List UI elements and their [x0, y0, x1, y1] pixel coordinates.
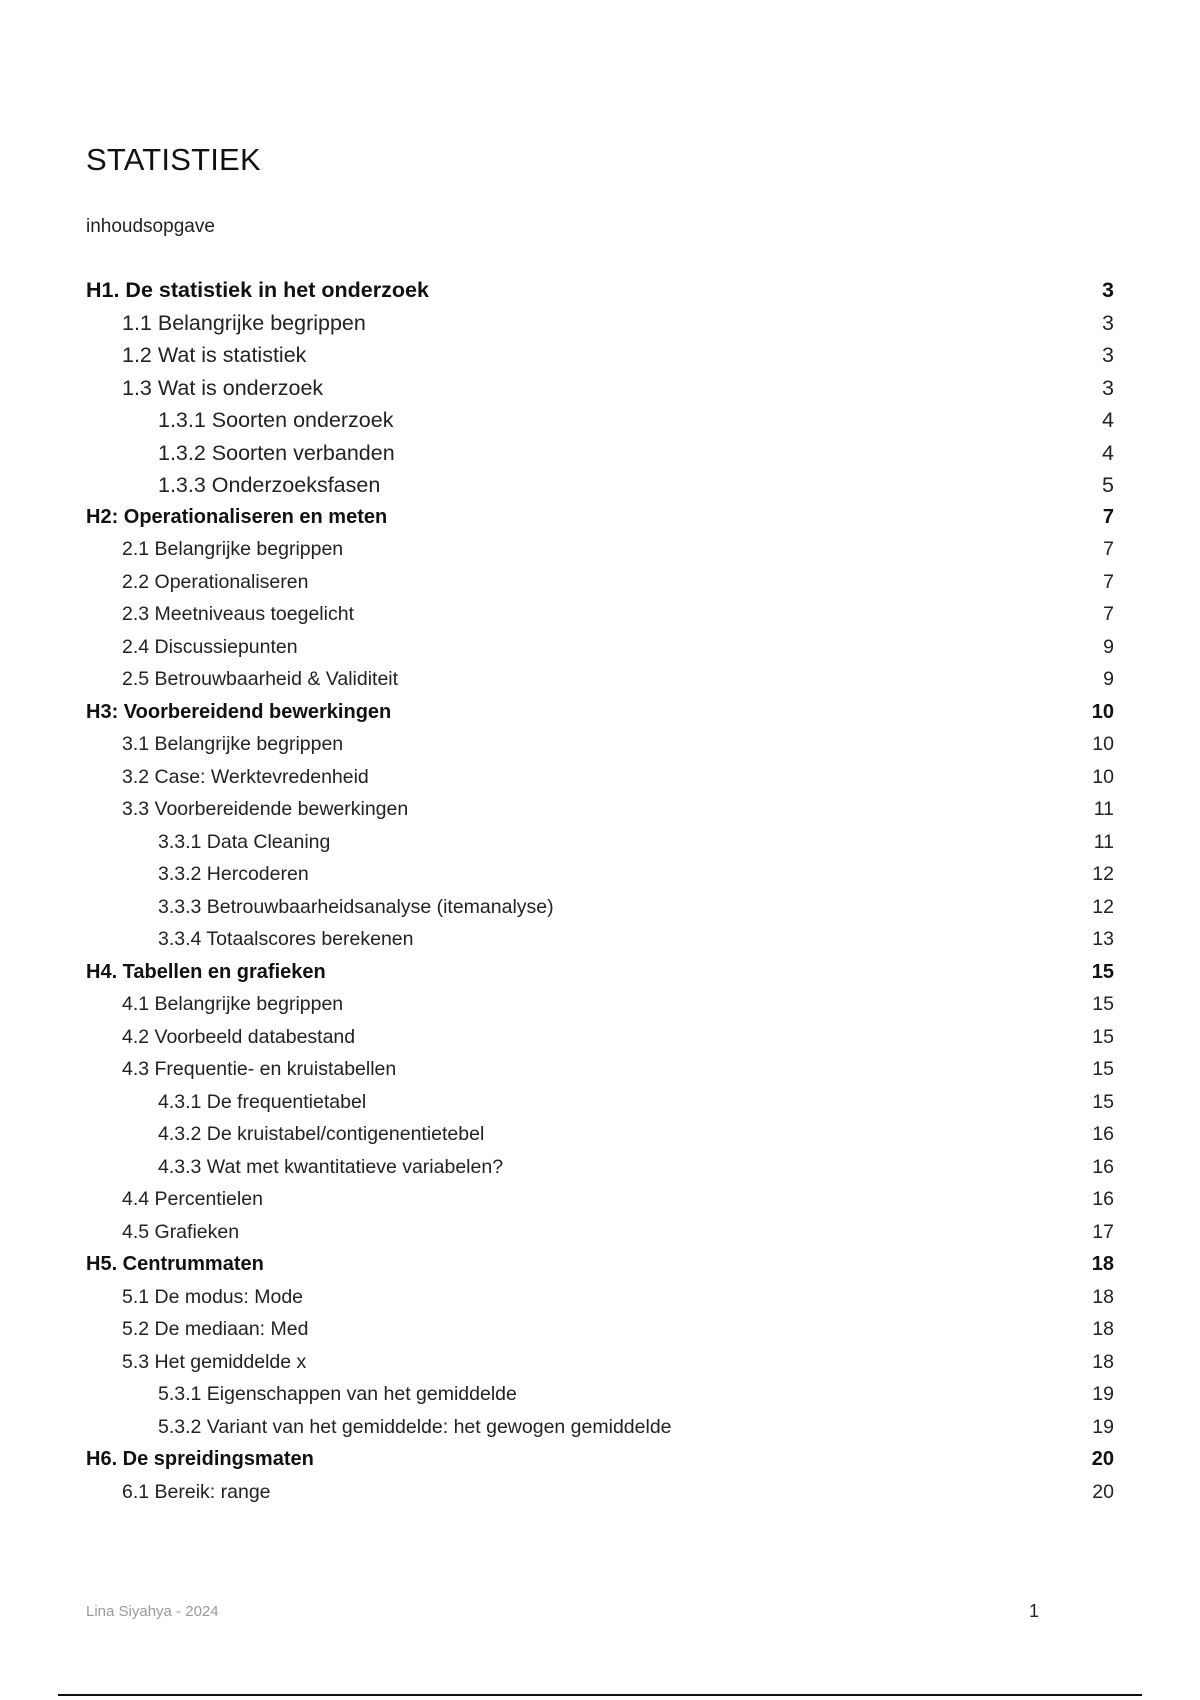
toc-entry[interactable] — [86, 766, 1114, 799]
toc-entry[interactable] — [86, 1188, 1114, 1221]
toc-entry[interactable] — [86, 896, 1114, 929]
toc-entry[interactable] — [86, 1026, 1114, 1059]
toc-entry-page-number: 15 — [1092, 1025, 1114, 1048]
toc-entry-label: H2: Operationaliseren en meten — [86, 505, 388, 528]
toc-entry-label: 4.3.3 Wat met kwantitatieve variabelen? — [158, 1155, 504, 1178]
toc-entry[interactable] — [86, 311, 1114, 344]
toc-entry-page-number: 15 — [1092, 1090, 1114, 1113]
toc-entry-label: 4.5 Grafieken — [122, 1220, 240, 1243]
toc-entry-page-number: 15 — [1092, 1058, 1114, 1080]
toc-entry[interactable] — [86, 863, 1114, 896]
toc-entry[interactable] — [86, 1318, 1114, 1351]
toc-entry[interactable] — [86, 668, 1114, 701]
toc-entry[interactable] — [86, 1286, 1114, 1319]
toc-entry-page-number: 3 — [1102, 278, 1114, 302]
toc-entry[interactable] — [86, 1221, 1114, 1254]
toc-entry-label: 5.3.2 Variant van het gemiddelde: het gewogen gemiddelde — [158, 1415, 672, 1438]
toc-entry-page-number: 3 — [1102, 310, 1114, 335]
toc-entry-page-number: 16 — [1092, 1155, 1114, 1178]
toc-entry[interactable] — [86, 1091, 1114, 1124]
toc-entry-label: 3.3.1 Data Cleaning — [158, 830, 331, 853]
document-subtitle: inhoudsopgave — [86, 216, 215, 237]
toc-entry-label: 3.3.2 Hercoderen — [158, 863, 309, 885]
toc-entry-page-number: 3 — [1102, 375, 1114, 400]
toc-entry-page-number: 19 — [1092, 1383, 1114, 1405]
toc-entry[interactable] — [86, 1058, 1114, 1091]
toc-entry-page-number: 10 — [1092, 765, 1114, 788]
toc-entry[interactable] — [86, 603, 1114, 636]
toc-entry-label: 2.4 Discussiepunten — [122, 635, 298, 658]
toc-entry-label: 4.3.2 De kruistabel/contigenentietebel — [158, 1123, 485, 1145]
toc-entry-label: 3.3 Voorbereidende bewerkingen — [122, 798, 409, 820]
toc-entry-label: 3.1 Belangrijke begrippen — [122, 733, 344, 755]
toc-entry-page-number: 9 — [1103, 635, 1114, 658]
toc-entry-page-number: 18 — [1092, 1318, 1114, 1340]
footer-page-number: 1 — [1029, 1601, 1040, 1621]
toc-entry-label: 4.3 Frequentie- en kruistabellen — [122, 1058, 397, 1080]
toc-entry-label: H5. Centrummaten — [86, 1253, 264, 1275]
toc-entry-page-number: 9 — [1103, 668, 1114, 690]
toc-entry-page-number: 3 — [1102, 343, 1114, 367]
toc-entry-page-number: 18 — [1091, 1253, 1114, 1275]
toc-entry-label: 5.3.1 Eigenschappen van het gemiddelde — [158, 1383, 517, 1405]
toc-entry-label: H1. De statistiek in het onderzoek — [86, 278, 429, 302]
footer-author: Lina Siyahya - 2024 — [86, 1603, 219, 1620]
toc-entry-label: H4. Tabellen en grafieken — [86, 960, 326, 983]
toc-entry-page-number: 15 — [1092, 993, 1114, 1015]
toc-entry[interactable] — [86, 506, 1114, 539]
toc-entry[interactable] — [86, 1383, 1114, 1416]
toc-entry-page-number: 7 — [1103, 603, 1114, 625]
toc-entry[interactable] — [86, 701, 1114, 734]
toc-entry-page-number: 18 — [1092, 1285, 1114, 1308]
toc-entry-page-number: 15 — [1091, 960, 1114, 983]
toc-entry-label: 1.2 Wat is statistiek — [122, 343, 307, 367]
toc-entry-label: 5.1 De modus: Mode — [122, 1285, 304, 1308]
toc-entry[interactable] — [86, 636, 1114, 669]
toc-entry-label: 2.2 Operationaliseren — [122, 570, 309, 593]
footer-divider — [58, 1694, 1142, 1696]
toc-entry[interactable] — [86, 961, 1114, 994]
toc-entry-page-number: 5 — [1102, 473, 1114, 497]
toc-entry-label: H3: Voorbereidend bewerkingen — [86, 700, 392, 723]
toc-entry[interactable] — [86, 831, 1114, 864]
toc-entry[interactable] — [86, 1156, 1114, 1189]
toc-entry-label: 1.1 Belangrijke begrippen — [122, 310, 366, 335]
toc-entry-label: 1.3 Wat is onderzoek — [122, 375, 324, 400]
toc-entry-label: 1.3.2 Soorten verbanden — [158, 440, 395, 465]
toc-entry[interactable] — [86, 1253, 1114, 1286]
toc-entry-page-number: 11 — [1093, 830, 1114, 853]
toc-entry[interactable] — [86, 343, 1114, 376]
toc-entry-page-number: 19 — [1092, 1415, 1114, 1438]
toc-entry-page-number: 7 — [1102, 505, 1114, 528]
toc-entry-label: H6. De spreidingsmaten — [86, 1448, 314, 1470]
toc-entry[interactable] — [86, 473, 1114, 506]
toc-entry[interactable] — [86, 1448, 1114, 1481]
toc-entry-label: 4.2 Voorbeeld databestand — [122, 1025, 356, 1048]
toc-entry[interactable] — [86, 733, 1114, 766]
toc-entry-page-number: 10 — [1091, 700, 1114, 723]
toc-entry-label: 2.5 Betrouwbaarheid & Validiteit — [122, 668, 399, 690]
toc-entry-label: 4.3.1 De frequentietabel — [158, 1090, 367, 1113]
toc-entry[interactable] — [86, 441, 1114, 474]
toc-entry-label: 6.1 Bereik: range — [122, 1480, 271, 1503]
toc-entry-label: 3.3.4 Totaalscores berekenen — [158, 928, 414, 950]
toc-entry[interactable] — [86, 538, 1114, 571]
toc-entry[interactable] — [86, 1416, 1114, 1449]
toc-entry-page-number: 20 — [1091, 1448, 1114, 1470]
toc-entry-page-number: 10 — [1092, 733, 1114, 755]
toc-entry-label: 3.3.3 Betrouwbaarheidsanalyse (itemanalyse) — [158, 895, 554, 918]
toc-entry[interactable] — [86, 1481, 1114, 1514]
toc-entry-page-number: 16 — [1092, 1188, 1114, 1210]
toc-entry-label: 4.4 Percentielen — [122, 1188, 263, 1210]
toc-entry-label: 4.1 Belangrijke begrippen — [122, 993, 344, 1015]
toc-entry-page-number: 20 — [1092, 1480, 1114, 1503]
toc-entry[interactable] — [86, 408, 1114, 441]
toc-entry[interactable] — [86, 1351, 1114, 1384]
toc-entry-page-number: 18 — [1092, 1350, 1114, 1373]
toc-entry-label: 1.3.1 Soorten onderzoek — [158, 408, 394, 432]
toc-entry-label: 1.3.3 Onderzoeksfasen — [158, 473, 381, 497]
toc-entry-page-number: 4 — [1102, 440, 1114, 465]
toc-entry-label: 2.1 Belangrijke begrippen — [122, 538, 344, 560]
toc-entry[interactable] — [86, 798, 1114, 831]
toc-entry[interactable] — [86, 993, 1114, 1026]
table-of-contents — [86, 278, 1114, 1513]
toc-entry-page-number: 16 — [1092, 1123, 1114, 1145]
toc-entry[interactable] — [86, 571, 1114, 604]
toc-entry-page-number: 17 — [1092, 1220, 1114, 1243]
toc-entry-page-number: 7 — [1103, 570, 1114, 593]
toc-entry-label: 5.2 De mediaan: Med — [122, 1318, 309, 1340]
toc-entry[interactable] — [86, 376, 1114, 409]
toc-entry-page-number: 7 — [1103, 538, 1114, 560]
toc-entry[interactable] — [86, 1123, 1114, 1156]
toc-entry-page-number: 12 — [1092, 863, 1114, 885]
toc-entry-label: 3.2 Case: Werktevredenheid — [122, 765, 369, 788]
toc-entry-page-number: 4 — [1102, 408, 1114, 432]
toc-entry[interactable] — [86, 928, 1114, 961]
toc-entry-page-number: 13 — [1092, 928, 1114, 950]
document-title: STATISTIEK — [86, 142, 261, 177]
toc-entry[interactable] — [86, 278, 1114, 311]
toc-entry-page-number: 12 — [1092, 895, 1114, 918]
toc-entry-label: 2.3 Meetniveaus toegelicht — [122, 603, 354, 625]
toc-entry-label: 5.3 Het gemiddelde x — [122, 1350, 307, 1373]
toc-entry-page-number: 11 — [1093, 798, 1114, 820]
